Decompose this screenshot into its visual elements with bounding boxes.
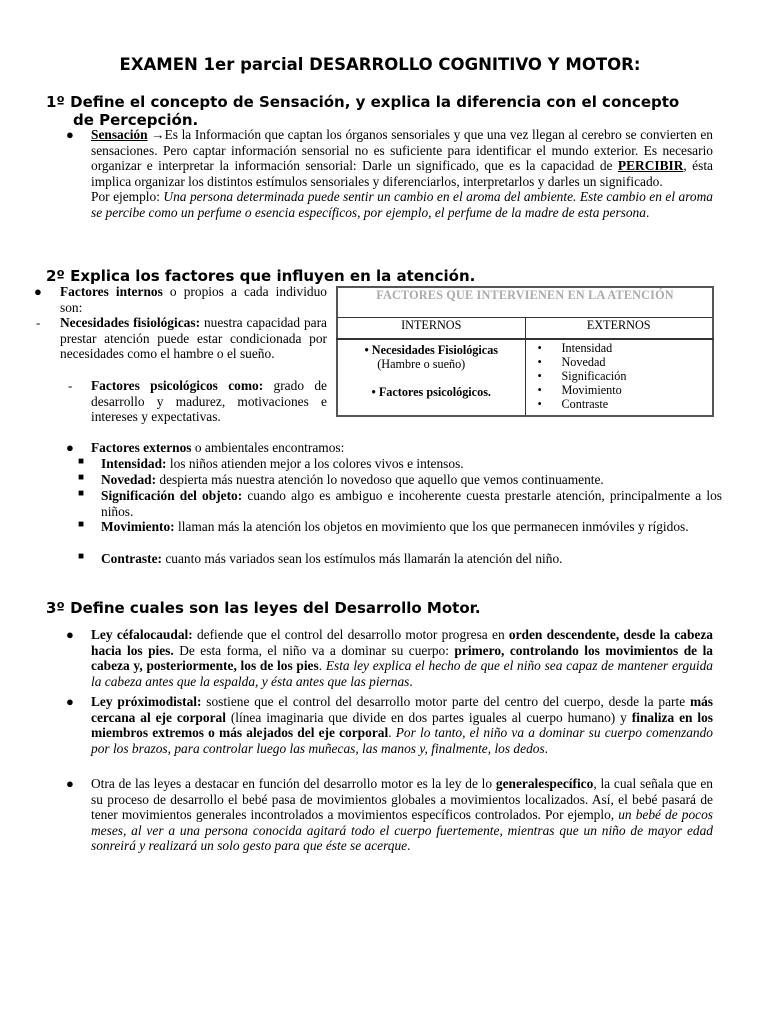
bullet-icon: ● <box>66 440 74 455</box>
ley-cefalocaudal-text-a: defiende que el control del desarrollo motor progresa en <box>192 627 509 642</box>
internos-item-1: • Necesidades Fisiológicas <box>364 343 499 357</box>
externos-item-text: Novedad <box>561 355 606 369</box>
square-bullet-icon: ■ <box>78 519 85 530</box>
externos-item-text: Significación <box>561 369 627 383</box>
ley-proximodistal-text-g: . <box>544 740 549 756</box>
bullet-icon: ● <box>34 284 42 299</box>
externos-item-text: Intensidad <box>561 341 613 355</box>
factores-table-externos-cell <box>525 339 713 416</box>
bullet-icon: ● <box>66 694 74 709</box>
bullet-icon: • <box>537 355 542 369</box>
externos-item <box>538 383 713 397</box>
externos-item-text: Movimiento <box>561 383 622 397</box>
external-factor-item <box>101 472 722 488</box>
factores-table <box>336 286 714 417</box>
externos-item <box>538 397 713 411</box>
ley-general-especifico-term: generalespecífico <box>495 776 594 791</box>
factores-psicologicos <box>91 378 327 425</box>
ley-cefalocaudal-text-c: De esta forma, el niño va a dominar su cuerpo: <box>173 642 455 658</box>
ley-cefalocaudal-text-d: primero, controlando los movimientos de la cabeza y, posteriormente, los de los pies <box>91 642 714 674</box>
arrow-right-icon: → <box>151 127 165 142</box>
bullet-icon: ● <box>66 776 74 791</box>
dash-icon: - <box>36 315 41 330</box>
bullet-icon: • <box>537 369 542 383</box>
bullet-icon: ● <box>66 127 74 142</box>
external-factor-term: Contraste: <box>101 551 162 566</box>
ley-cefalocaudal-text-f: Esta ley explica el hecho de que el niño sea capaz de mantener erguida la cabeza antes que la espalda, y ésta antes que las piernas <box>91 658 713 689</box>
external-factor-item <box>101 456 722 472</box>
external-factor-item <box>101 519 722 535</box>
ley-proximodistal-text-b: más cercana al eje corporal <box>91 694 714 725</box>
ley-proximodistal-text-e: . <box>388 725 396 741</box>
internos-item-1-text: Necesidades Fisiológicas <box>371 343 499 357</box>
ley-cefalocaudal <box>91 627 713 689</box>
externos-item <box>538 369 713 383</box>
factores-table-title: FACTORES QUE INTERVIENEN EN LA ATENCIÓN <box>337 287 713 318</box>
sensacion-text: Es la Información que captan los órganos sensoriales y que una vez llegan al cerebro se convierten en sensaciones. Pero captar información sensorial no es suficiente para identificar el mundo exterior. Es necesario organizar e interpretar la información sensorial: Darle un significado, que es la capacidad de <box>91 127 713 174</box>
external-factor-item <box>101 551 722 567</box>
external-factor-item <box>101 488 722 519</box>
ley-proximodistal-term: Ley próximodistal: <box>91 694 202 709</box>
question-2-heading: 2º Explica los factores que influyen en la atención. <box>46 267 476 285</box>
ley-cefalocaudal-text-g: . <box>409 673 413 689</box>
factores-table-internos-cell <box>337 339 525 416</box>
external-factor-term: Significación del objeto: <box>101 488 243 503</box>
percibir-text: , ésta implica organizar los distintos estímulos sensoriales y diferenciarlos, interpretarlos y darles un significado. <box>91 158 713 189</box>
externos-list <box>526 341 713 411</box>
external-factor-text: llaman más la atención los objetos en movimiento que los que permanecen inmóviles y rígidos. <box>174 519 689 534</box>
factores-externos-text: o ambientales encontramos: <box>191 440 345 455</box>
internos-item-2: • Factores psicológicos. <box>371 385 491 399</box>
factores-externos-term: Factores externos <box>91 440 192 455</box>
example-text: Una persona determinada puede sentir un cambio en el aroma del ambiente. Este cambio en el aroma se percibe como un perfume o esencia específicos, por ejemplo, el perfume de la madre de esta persona <box>91 189 713 220</box>
question-1-heading-line1: 1º Define el concepto de Sensación, y explica la diferencia con el concepto <box>46 93 680 111</box>
bullet-icon: ● <box>66 627 74 642</box>
external-factor-term: Movimiento: <box>101 519 175 534</box>
necesidades-fisiologicas <box>60 315 327 362</box>
factores-externos <box>91 440 713 456</box>
sensacion-term: Sensación <box>91 127 148 142</box>
externos-item <box>538 355 713 369</box>
ley-general-especifico-text-a: Otra de las leyes a destacar en función del desarrollo motor es la ley de lo <box>91 776 496 791</box>
external-factor-text: los niños atienden mejor a los colores vivos e intensos. <box>166 456 464 471</box>
factores-table-col-externos: EXTERNOS <box>525 318 713 340</box>
ley-general-especifico-text-c: , la cual señala que en su proceso de desarrollo el bebé pasa de movimientos globales a movimientos localizados. Así, el bebé pasará de tener movimientos generales incontrolados a movimientos específicos controlados. Por ejemplo, <box>91 776 713 823</box>
ley-general-especifico-text-e: . <box>407 838 411 854</box>
square-bullet-icon: ■ <box>78 456 85 467</box>
ley-proximodistal-text-d: finaliza en los miembros extremos o más alejados del eje corporal <box>91 709 713 741</box>
factores-table-col-internos: INTERNOS <box>337 318 525 340</box>
ley-cefalocaudal-text-b: orden descendente, desde la cabeza hacia los pies. <box>91 627 713 658</box>
external-factor-text: despierta más nuestra atención lo novedoso que aquello que vemos continuamente. <box>156 472 604 487</box>
example-end: . <box>645 204 650 220</box>
example-intro: Por ejemplo: <box>91 189 164 205</box>
ley-general-especifico <box>91 776 713 854</box>
ley-proximodistal-text-f: Por lo tanto, el niño va a dominar su cuerpo comenzando por los brazos, para controlar luego las muñecas, las manos y, finalmente, los dedos <box>91 725 714 756</box>
question-3-heading: 3º Define cuales son las leyes del Desarrollo Motor. <box>46 599 481 617</box>
dash-icon: - <box>68 378 73 393</box>
bullet-icon: • <box>537 341 542 355</box>
necesidades-fisiologicas-term: Necesidades fisiológicas: <box>60 315 201 330</box>
externos-item-text: Contraste <box>561 397 609 411</box>
external-factor-term: Novedad: <box>101 472 157 487</box>
question-1-heading-line2: de Percepción. <box>73 111 199 129</box>
question-1-heading <box>46 93 718 129</box>
factores-psicologicos-text: grado de desarrollo y madurez, motivaciones e intereses y expectativas. <box>91 378 327 425</box>
bullet-icon: • <box>537 397 542 411</box>
internos-item-1-sub: (Hambre o sueño) <box>377 357 466 371</box>
percibir-term: PERCIBIR <box>617 158 684 174</box>
necesidades-fisiologicas-text: nuestra capacidad para prestar atención puede estar condicionada por necesidades como el hambre o el sueño. <box>60 315 327 362</box>
bullet-icon: • <box>537 383 542 397</box>
page-title: EXAMEN 1er parcial DESARROLLO COGNITIVO Y MOTOR: <box>119 55 641 74</box>
sensacion-definition <box>91 127 713 221</box>
externos-item <box>538 341 713 355</box>
external-factor-text: cuanto más variados sean los estímulos más llamarán la atención del niño. <box>161 551 563 566</box>
factores-internos <box>60 284 327 315</box>
ley-cefalocaudal-term: Ley céfalocaudal: <box>91 627 193 642</box>
external-factor-term: Intensidad: <box>101 456 167 471</box>
square-bullet-icon: ■ <box>78 472 85 483</box>
ley-proximodistal-text-c: (línea imaginaria que divide en dos partes iguales al cuerpo humano) y <box>225 709 632 725</box>
internos-item-2-text: Factores psicológicos. <box>378 385 491 399</box>
factores-internos-text: o propios a cada individuo son: <box>60 284 327 315</box>
square-bullet-icon: ■ <box>78 488 85 499</box>
factores-psicologicos-term: Factores psicológicos como: <box>91 378 264 393</box>
ley-proximodistal <box>91 694 713 756</box>
square-bullet-icon: ■ <box>78 551 85 562</box>
factores-internos-term: Factores internos <box>60 284 163 299</box>
external-factor-text: cuando algo es ambiguo e incoherente cuesta prestarle atención, principalmente a los niños. <box>101 488 722 519</box>
ley-general-especifico-text-d: un bebé de pocos meses, al ver a una persona conocida agitará todo el cuerpo fuertemente, mientras que un niño de mayor edad sonreirá y realizará un solo gesto para que éste se acerque <box>91 807 714 854</box>
ley-cefalocaudal-text-e: . <box>318 658 326 674</box>
ley-proximodistal-text-a: sostiene que el control del desarrollo motor parte del centro del cuerpo, desde la parte <box>201 694 690 709</box>
